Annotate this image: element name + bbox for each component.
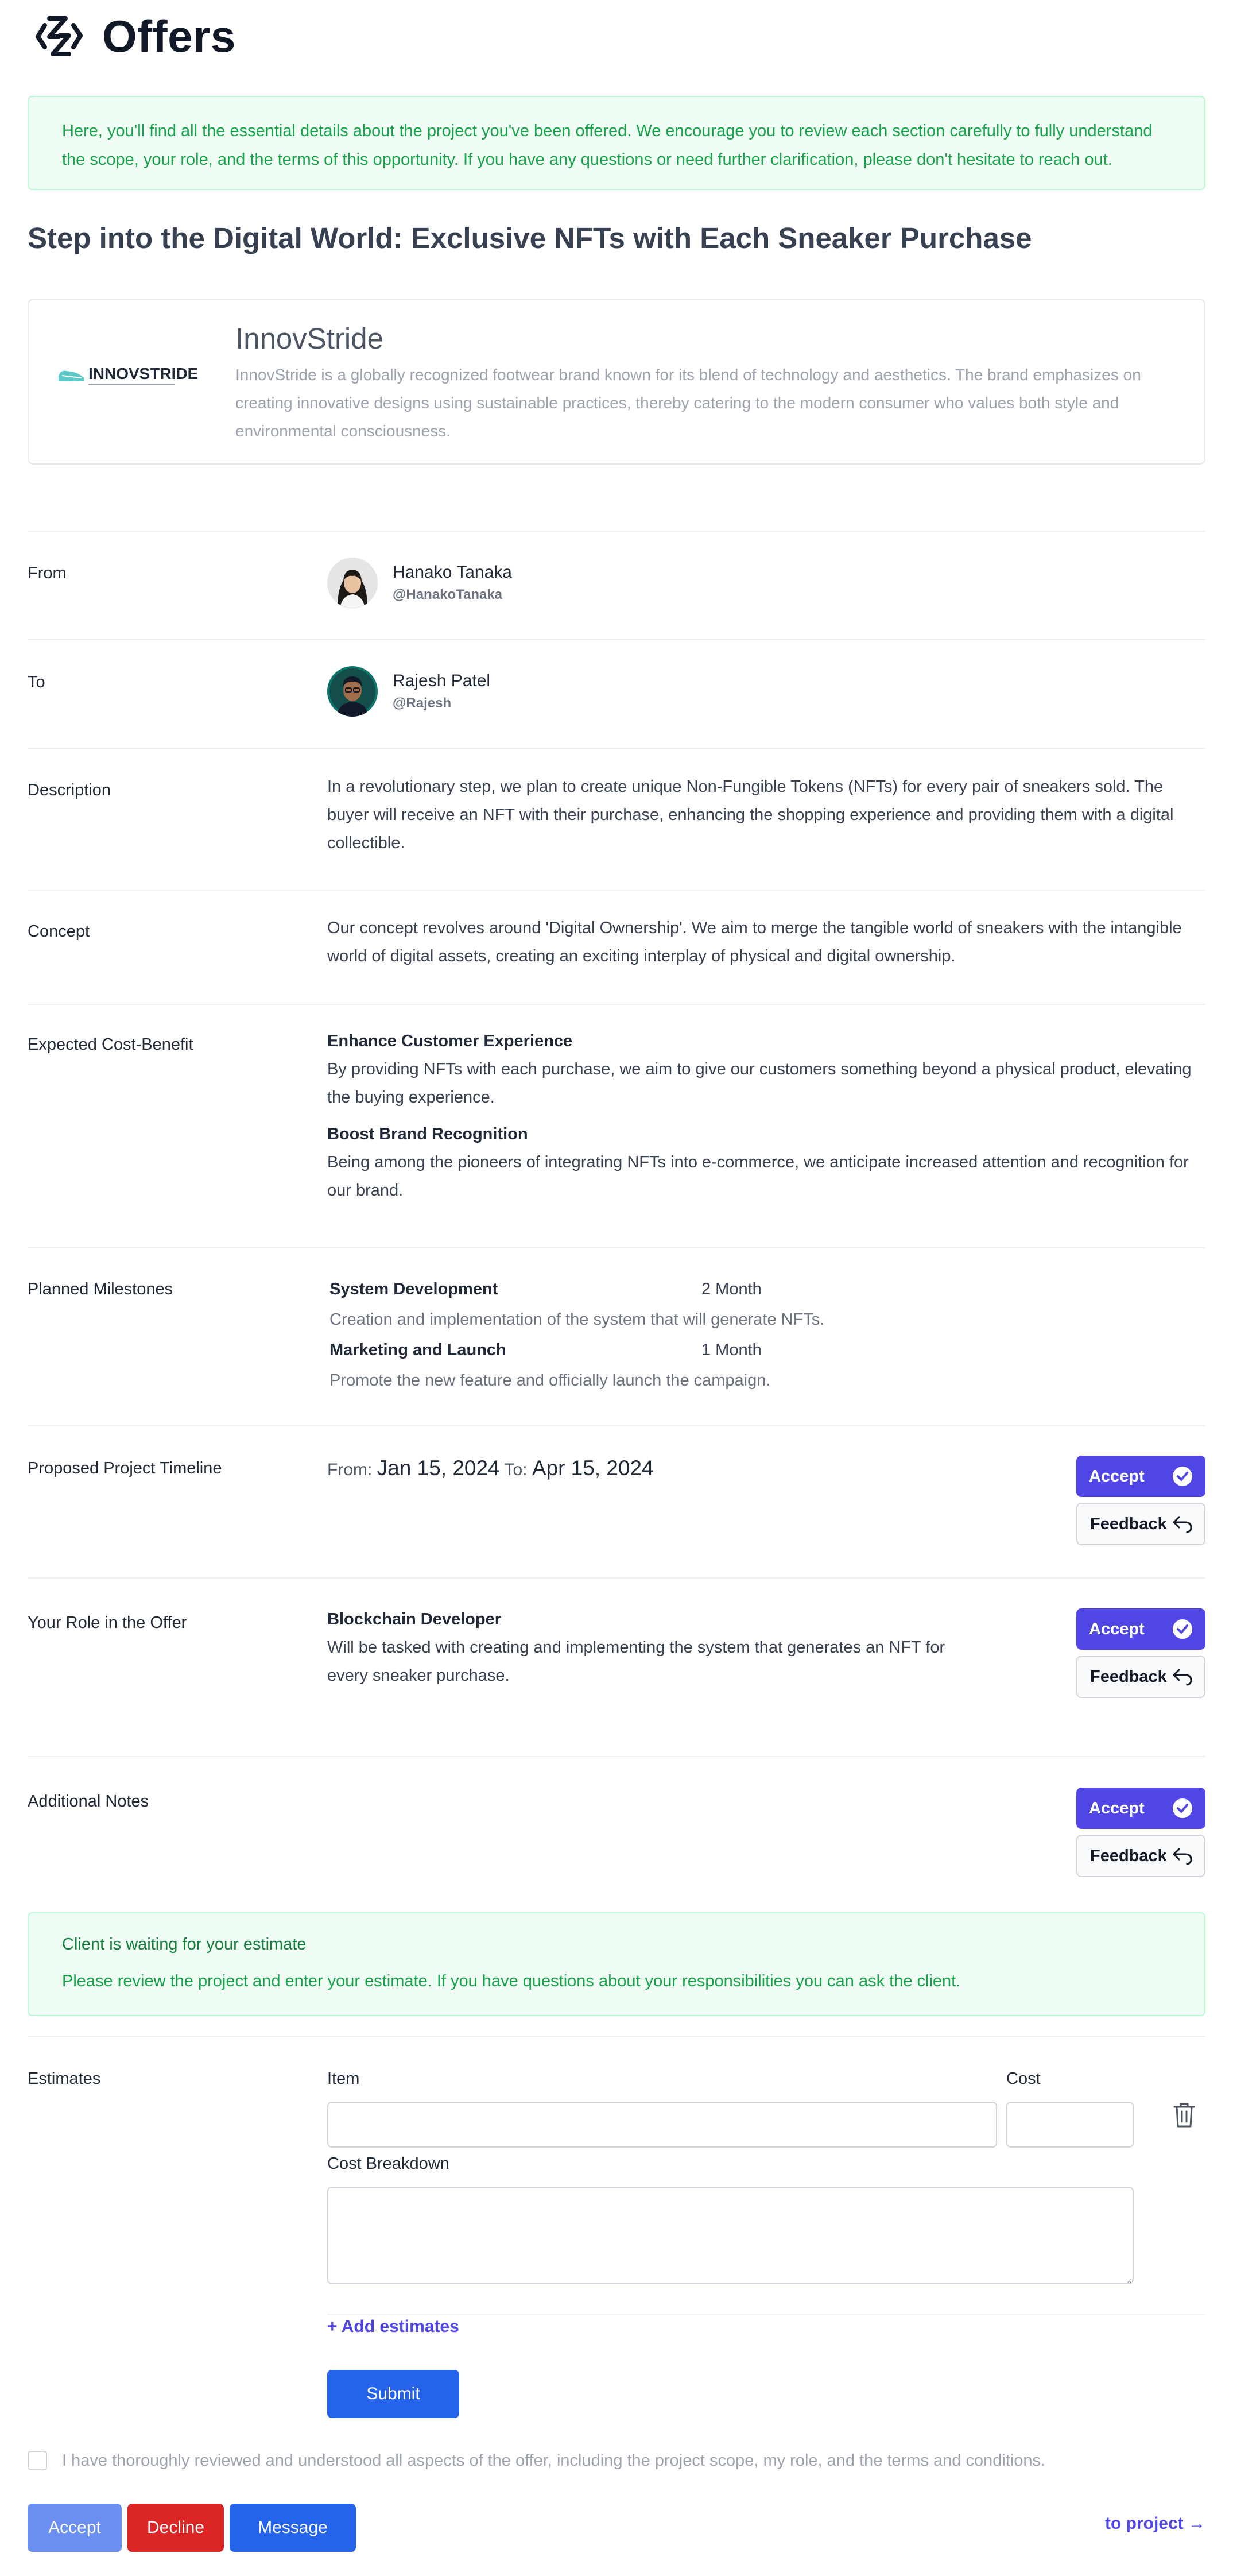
estimates-label: Estimates — [28, 2070, 101, 2088]
cost-benefit-title: Boost Brand Recognition — [327, 1125, 528, 1143]
cost-label: Cost — [1006, 2070, 1041, 2088]
company-logo-text: INNOVSTRIDE — [88, 365, 199, 382]
timeline-to-date: Apr 15, 2024 — [532, 1456, 654, 1480]
timeline-to-label: To: — [504, 1460, 528, 1479]
concept-label: Concept — [28, 922, 90, 941]
timeline-accept-button[interactable] — [1076, 1456, 1205, 1497]
description-label: Description — [28, 781, 111, 799]
cost-breakdown-label: Cost Breakdown — [327, 2155, 449, 2173]
timeline-label: Proposed Project Timeline — [28, 1459, 222, 1477]
add-estimates-link[interactable]: + Add estimates — [327, 2317, 459, 2336]
milestones-label: Planned Milestones — [28, 1280, 173, 1298]
timeline-feedback-button[interactable] — [1076, 1503, 1205, 1545]
role-feedback-button[interactable] — [1076, 1656, 1205, 1698]
estimate-notice-text: Please review the project and enter your estimate. If you have questions about your responsibilities you can ask the client. — [62, 1972, 961, 1990]
role-title: Blockchain Developer — [327, 1610, 501, 1629]
divider — [28, 748, 1205, 749]
milestone-duration: 1 Month — [701, 1341, 762, 1359]
company-logo — [56, 349, 211, 395]
reply-arrow-icon — [1171, 1513, 1194, 1535]
divider — [28, 2036, 1205, 2037]
cost-benefit-label: Expected Cost-Benefit — [28, 1035, 193, 1054]
timeline-from-label: From: — [327, 1460, 373, 1479]
role-label: Your Role in the Offer — [28, 1614, 187, 1632]
divider — [28, 1425, 1205, 1426]
estimate-cost-input[interactable] — [1006, 2102, 1134, 2148]
intro-notice: Here, you'll find all the essential details about the project you've been offered. We encourage you to review each section carefully to fully understand the scope, your role, and the terms of this opportunity. If you have any questions or need further clarification, please don't hesitate to reach out. — [28, 96, 1205, 190]
accept-label: Accept — [1089, 1798, 1145, 1817]
offer-decline-button[interactable]: Decline — [127, 2504, 224, 2552]
page-title: Offers — [102, 10, 236, 61]
to-person[interactable] — [327, 666, 490, 717]
agreement-checkbox[interactable] — [28, 2451, 47, 2470]
milestone-name: System Development — [329, 1280, 498, 1298]
cost-benefit-text: By providing NFTs with each purchase, we aim to give our customers something beyond a physical product, elevating the buying experience. — [327, 1060, 1192, 1107]
milestone-name: Marketing and Launch — [329, 1341, 506, 1359]
cost-benefit-item — [327, 1120, 1205, 1205]
divider — [28, 639, 1205, 640]
milestone-description: Creation and implementation of the system that will generate NFTs. — [329, 1310, 825, 1329]
item-label: Item — [327, 2070, 360, 2088]
divider — [28, 1577, 1205, 1579]
role-text: Will be tasked with creating and implementing the system that generates an NFT for every sneaker purchase. — [327, 1638, 945, 1685]
concept-text: Our concept revolves around 'Digital Ownership'. We aim to merge the tangible world of sneakers with the intangible world of digital assets, creating an exciting interplay of physical and digital ownership. — [327, 919, 1182, 965]
reply-arrow-icon — [1171, 1665, 1194, 1688]
estimate-notice — [28, 1912, 1205, 2016]
check-circle-icon — [1172, 1466, 1193, 1487]
from-handle: @HanakoTanaka — [393, 587, 503, 602]
timeline-from-date: Jan 15, 2024 — [377, 1456, 500, 1480]
cost-benefit-text: Being among the pioneers of integrating NFTs into e-commerce, we anticipate increased attention and recognition for our brand. — [327, 1153, 1189, 1200]
trash-icon[interactable] — [1171, 2101, 1197, 2129]
check-circle-icon — [1172, 1619, 1193, 1639]
notes-accept-button[interactable] — [1076, 1788, 1205, 1829]
timeline-range — [327, 1456, 654, 1480]
feedback-label: Feedback — [1090, 1846, 1167, 1865]
to-label: To — [28, 673, 45, 691]
check-circle-icon — [1172, 1798, 1193, 1819]
divider — [28, 1756, 1205, 1757]
role-details — [327, 1606, 976, 1690]
divider — [28, 1247, 1205, 1248]
company-card — [28, 299, 1205, 465]
estimate-item-input[interactable] — [327, 2102, 997, 2148]
company-description: InnovStride is a globally recognized footwear brand known for its blend of technology and aesthetics. The brand emphasizes on creating innovative designs using sustainable practices, thereby catering to the modern consumer who values both style and environmental consciousness. — [235, 366, 1141, 440]
description-text: In a revolutionary step, we plan to create unique Non-Fungible Tokens (NFTs) for every pair of sneakers sold. The buyer will receive an NFT with their purchase, enhancing the shopping experience and providing them with a digital collectible. — [327, 778, 1174, 852]
cost-benefit-list — [327, 1027, 1205, 1205]
offer-message-button[interactable]: Message — [230, 2504, 356, 2552]
to-name: Rajesh Patel — [393, 671, 491, 690]
divider — [28, 1004, 1205, 1005]
agreement-row — [28, 2451, 1045, 2470]
to-project-link[interactable]: to project → — [1104, 2514, 1205, 2533]
from-name: Hanako Tanaka — [393, 563, 512, 582]
avatar-rajesh — [327, 666, 378, 717]
notes-feedback-button[interactable] — [1076, 1835, 1205, 1877]
cost-breakdown-textarea[interactable] — [327, 2187, 1134, 2284]
from-person[interactable] — [327, 558, 512, 608]
accept-label: Accept — [1089, 1467, 1145, 1486]
cost-benefit-title: Enhance Customer Experience — [327, 1032, 573, 1050]
notes-label: Additional Notes — [28, 1792, 149, 1811]
project-title: Step into the Digital World: Exclusive NFTs with Each Sneaker Purchase — [28, 222, 1032, 254]
milestone-description: Promote the new feature and officially launch the campaign. — [329, 1371, 771, 1390]
divider — [28, 531, 1205, 532]
feedback-label: Feedback — [1090, 1514, 1167, 1533]
feedback-label: Feedback — [1090, 1667, 1167, 1686]
from-label: From — [28, 564, 67, 582]
estimate-notice-title: Client is waiting for your estimate — [62, 1935, 307, 1954]
divider — [327, 2314, 1205, 2315]
submit-button[interactable]: Submit — [327, 2370, 459, 2418]
to-handle: @Rajesh — [393, 695, 452, 711]
reply-arrow-icon — [1171, 1844, 1194, 1867]
offer-accept-button[interactable]: Accept — [28, 2504, 122, 2552]
accept-label: Accept — [1089, 1619, 1145, 1638]
milestone-duration: 2 Month — [701, 1280, 762, 1298]
page-header — [33, 10, 236, 62]
cost-benefit-item — [327, 1027, 1205, 1112]
divider — [28, 890, 1205, 891]
company-name: InnovStride — [235, 322, 383, 355]
avatar-hanako — [327, 558, 378, 608]
offers-logo-icon — [33, 10, 85, 62]
role-accept-button[interactable] — [1076, 1608, 1205, 1650]
agreement-text: I have thoroughly reviewed and understood all aspects of the offer, including the project scope, my role, and the terms and conditions. — [62, 2451, 1046, 2470]
